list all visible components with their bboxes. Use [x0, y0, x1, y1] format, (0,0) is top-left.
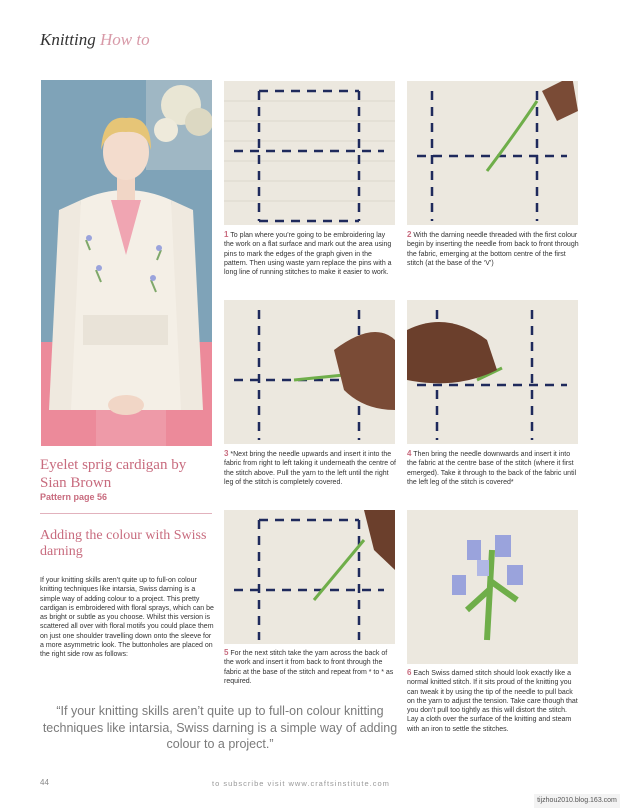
step-description: *Next bring the needle upwards and insert it into the fabric from right to left taking it underneath the centre of the stitch above. Pull the yarn to the left until the right leg of the stitch is completely covered. [224, 451, 396, 486]
step-description: Each Swiss darned stitch should look exactly like a normal knitted stitch. If it sits proud of the knitting you can tweak it by using the tip of the needle to pull back on the yarn to adjust the tension. Take care though that you don’t pull too tightly as this will distort the stitch. Lay a cloth over the surface of the knitting and steam with an iron to settle the stitches. [407, 670, 578, 733]
section-title: Adding the colour with Swiss darning [40, 528, 207, 559]
step-1-photo [224, 81, 395, 225]
watermark: tijzhou2010.blog.163.com [534, 794, 620, 808]
step-4-text [407, 449, 579, 487]
step-2-text [407, 230, 579, 268]
step-number: 6 [407, 668, 412, 677]
page-number: 44 [40, 778, 49, 787]
header-title: Knitting [40, 30, 96, 49]
section-header [40, 30, 150, 50]
step-1-text [224, 230, 396, 277]
step-5-text [224, 648, 396, 686]
step-5-photo [224, 510, 395, 644]
pattern-reference: Pattern page 56 [40, 492, 108, 502]
step-description: To plan where you’re going to be embroidering lay the work on a flat surface and mark out the area using pins to mark the edges of the graph given in the pattern. Then using waste yarn replace the pins with a long line of running stitches to make it easier to work. [224, 232, 392, 277]
step-3-text [224, 449, 396, 487]
step-number: 1 [224, 230, 229, 239]
step-2-photo [407, 81, 578, 225]
step-4-photo [407, 300, 578, 444]
step-description: Then bring the needle downwards and insert it into the fabric at the centre base of the stitch (where it first emerged). Take it through to the back of the fabric until the left leg of the stitch is covered* [407, 451, 577, 486]
step-description: With the darning needle threaded with the first colour begin by inserting the needle from back to front through the fabric, emerging at the bottom centre of the first stitch (at the base of the ‘V’) [407, 232, 579, 267]
pull-quote: “If your knitting skills aren’t quite up to full-on colour knitting techniques like intarsia, Swiss darning is a simple way of adding colour to a project.” [42, 704, 398, 751]
photo-caption-title: Eyelet sprig cardigan by Sian Brown [40, 457, 187, 491]
step-description: For the next stitch take the yarn across the back of the work and insert it from back to front through the fabric at the base of the stitch and repeat from * to * as required. [224, 650, 394, 685]
step-6-photo [407, 510, 578, 664]
step-number: 4 [407, 449, 412, 458]
header-accent: How to [99, 30, 150, 49]
step-number: 2 [407, 230, 412, 239]
step-number: 5 [224, 648, 229, 657]
model-photo [41, 80, 212, 446]
step-3-photo [224, 300, 395, 444]
step-6-text [407, 668, 579, 734]
step-number: 3 [224, 449, 229, 458]
section-body: If your knitting skills aren’t quite up to full-on colour knitting techniques like intarsia, Swiss darning is a simple way of adding colour to a project. This pretty cardigan is embroidered with floral sprays, which can be as bright or subtle as you choose. Whilst this version is scattered all over with floral motifs you could place them on just one shoulder travelling down onto the sleeve for a more asymmetric look. The buttonholes are placed on the right side row as follows: [40, 577, 214, 659]
footer-url[interactable]: to subscribe visit www.craftsinstitute.com [212, 779, 390, 788]
divider [40, 513, 212, 514]
